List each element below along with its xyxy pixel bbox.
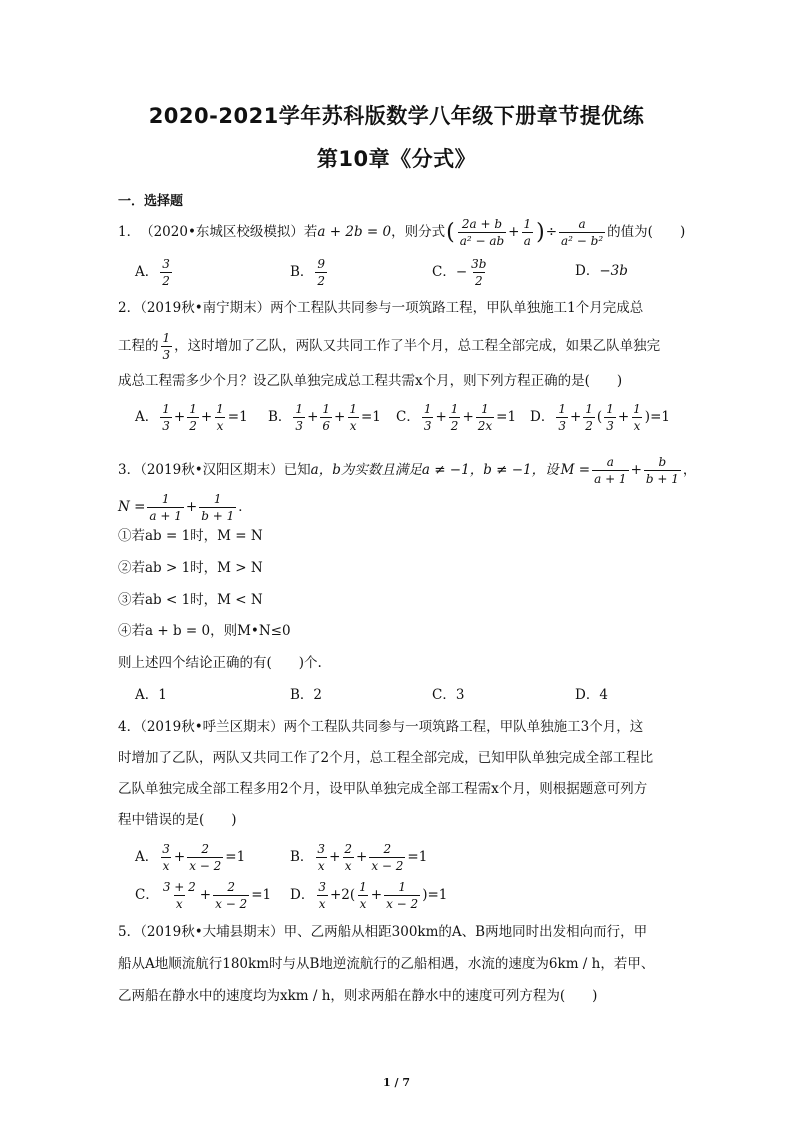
option-a: A． $\frac{1}{3}$ + $\frac{1}{2}$ + $\frac{1}{x}$ =1 [135, 402, 248, 433]
option-b: B．2 [290, 687, 323, 703]
question-4-line2: 时增加了乙队，两队又共同工作了2个月，总工程全部完成，已知甲队单独完成全部工程比 [118, 750, 654, 766]
option-b: B． $\frac{3}{x}$ + $\frac{2}{x}$ + $\frac{2}{x - 2}$ =1 [290, 842, 428, 873]
section-heading: 一．选择题 [118, 194, 184, 209]
page-title: 2020-2021学年苏科版数学八年级下册章节提优练 [148, 104, 645, 128]
question-5-line2: 船从A地顺流航行180km时与从B地逆流航行的乙船相遇，水流的速度为6km / h，若甲、 [118, 956, 655, 972]
option-b: B． $\frac{9}{2}$ [290, 257, 326, 288]
fraction: $\frac{2a + b}{\text{a² − ab}}$ [459, 217, 505, 248]
question-1: 1． （2020•东城区校级模拟）若 a + 2b = 0 ，则分式 ( $\frac{2a + b}{\text{a² − ab}}$ + $\frac{1}{a}$ ) ÷ $\frac{a}{\text{a² − b²}}$ 的值为( ) [118, 217, 686, 248]
question-2: 2．（2019秋•南宁期末）两个工程队共同参与一项筑路工程，甲队单独施工1个月完成总 [118, 300, 644, 316]
option-c: C．3 [432, 687, 465, 703]
option-c: C． − $\frac{3b}{2}$ [432, 257, 487, 288]
conclusion-1: ①若ab = 1时，M = N [118, 528, 263, 544]
option-d: D．4 [575, 687, 608, 703]
option-a: A．1 [135, 687, 167, 703]
question-3-ask: 则上述四个结论正确的有( )个. [118, 655, 322, 671]
question-5: 5．（2019秋•大埔县期末）甲、乙两船从相距300km的A、B两地同时出发相向而行，甲 [118, 924, 648, 940]
conclusion-4: ④若a + b = 0，则M•N≤0 [118, 623, 291, 639]
question-4: 4．（2019秋•呼兰区期末）两个工程队共同参与一项筑路工程，甲队单独施工3个月，这 [118, 719, 644, 735]
question-3-line2: N = $\frac{1}{a + 1}$ + $\frac{1}{b + 1}$ ． [118, 492, 252, 523]
question-4-line3: 乙队单独完成全部工程多用2个月，设甲队单独完成全部工程需x个月，则根据题意可列方 [118, 781, 648, 797]
page-number: 1 / 7 [383, 1076, 410, 1089]
fraction: $\frac{1}{a}$ [523, 217, 532, 248]
option-a: A． $\frac{3}{2}$ [135, 257, 170, 288]
conclusion-2: ②若ab > 1时，M > N [118, 560, 263, 576]
option-d: D． $\frac{1}{3}$ + $\frac{1}{2}$ ( $\frac{1}{3}$ + $\frac{1}{x}$ )=1 [530, 402, 670, 433]
option-a: A． $\frac{3}{x}$ + $\frac{2}{x - 2}$ =1 [135, 842, 246, 873]
option-b: B． $\frac{1}{3}$ + $\frac{1}{6}$ + $\frac{1}{x}$ =1 [268, 402, 381, 433]
option-c: C． $\frac{3 + 2}{x}$ + $\frac{2}{x - 2}$ =1 [135, 880, 272, 911]
question-2-line3: 成总工程需多少个月？设乙队单独完成总工程共需x个月，则下列方程正确的是( ) [118, 373, 623, 389]
option-d: D． $\frac{3}{x}$ +2( $\frac{1}{x}$ + $\frac{1}{x - 2}$ )=1 [290, 880, 448, 911]
conclusion-3: ③若ab < 1时，M < N [118, 592, 263, 608]
option-c: C． $\frac{1}{3}$ + $\frac{1}{2}$ + $\frac{1}{2x}$ =1 [396, 402, 517, 433]
question-2-line2: 工程的 $\frac{1}{3}$ ，这时增加了乙队，两队又共同工作了半个月，总工程全部完成，如果乙队单独完 [118, 331, 661, 362]
question-4-line4: 程中错误的是( ) [118, 812, 237, 828]
option-d: D． −3b [575, 263, 628, 279]
fraction: $\frac{a}{\text{a² − b²}}$ [561, 217, 604, 248]
chapter-title: 第10章《分式》 [316, 147, 477, 171]
question-5-line3: 乙两船在静水中的速度均为xkm / h，则求两船在静水中的速度可列方程为( ) [118, 988, 598, 1004]
question-3: 3．（2019秋•汉阳区期末）已知 a，b为实数且满足a ≠ −1，b ≠ −1，设 M = $\frac{a}{a + 1}$ + $\frac{b}{b + 1}$ ， [118, 455, 697, 486]
